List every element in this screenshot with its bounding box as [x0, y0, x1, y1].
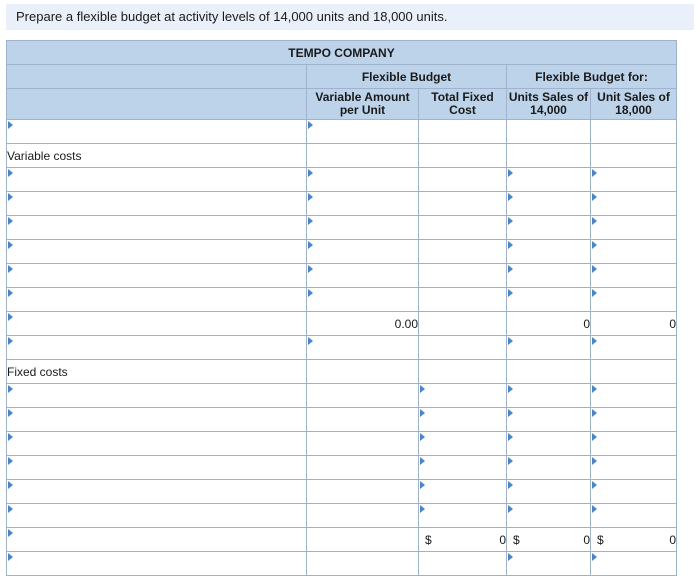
units-14000-input[interactable] — [507, 504, 591, 528]
fixed-cost-label-input[interactable] — [7, 504, 307, 528]
column-header-row — [7, 89, 677, 120]
company-name: TEMPO COMPANY — [7, 41, 677, 65]
fixed-cost-label-input[interactable] — [7, 408, 307, 432]
units-18000-input[interactable] — [591, 336, 677, 360]
units-14000-input[interactable] — [507, 216, 591, 240]
variable-costs-label: Variable costs — [7, 144, 307, 168]
fixed-cost-row — [7, 504, 677, 528]
company-row — [7, 41, 677, 65]
currency-symbol: $ — [597, 532, 604, 547]
fixed-total-14000-value: 0 — [583, 532, 590, 547]
variable-cost-label-input[interactable] — [7, 288, 307, 312]
variable-total-18000: 0 — [591, 312, 677, 336]
units-18000-input[interactable] — [591, 192, 677, 216]
fixed-cost-row — [7, 432, 677, 456]
fixed-cost-label-input[interactable] — [7, 456, 307, 480]
col-total-fixed-cost: Total Fixed Cost — [419, 89, 507, 120]
fixed-cost-row — [7, 384, 677, 408]
variable-cost-label-input[interactable] — [7, 216, 307, 240]
fixed-cost-label-input[interactable] — [7, 432, 307, 456]
net-income-14000-input[interactable] — [507, 552, 591, 576]
sales-row — [7, 120, 677, 144]
variable-amount-input[interactable] — [307, 168, 419, 192]
units-18000-input[interactable] — [591, 120, 677, 144]
contribution-row — [7, 336, 677, 360]
variable-total-14000: 0 — [507, 312, 591, 336]
variable-amount-input[interactable] — [307, 288, 419, 312]
variable-costs-section-row — [7, 144, 677, 168]
units-18000-input[interactable] — [591, 216, 677, 240]
units-18000-input[interactable] — [591, 168, 677, 192]
net-income-18000-input[interactable] — [591, 552, 677, 576]
variable-amount-input[interactable] — [307, 192, 419, 216]
contribution-amount-input[interactable] — [307, 336, 419, 360]
variable-cost-label-input[interactable] — [7, 168, 307, 192]
variable-total-amount: 0.00 — [307, 312, 419, 336]
fixed-cost-row — [7, 456, 677, 480]
variable-amount-input[interactable] — [307, 216, 419, 240]
col-units-18000: Unit Sales of 18,000 — [591, 89, 677, 120]
fixed-total-18000 — [591, 528, 677, 552]
units-14000-input[interactable] — [507, 288, 591, 312]
col-variable-amount: Variable Amount per Unit — [307, 89, 419, 120]
units-18000-input[interactable] — [591, 384, 677, 408]
variable-cost-row — [7, 168, 677, 192]
flexible-budget-heading: Flexible Budget — [307, 65, 507, 89]
fixed-cost-input[interactable] — [419, 432, 507, 456]
variable-cost-label-input[interactable] — [7, 264, 307, 288]
units-14000-input[interactable] — [507, 384, 591, 408]
units-14000-input[interactable] — [507, 432, 591, 456]
units-14000-input[interactable] — [507, 480, 591, 504]
fixed-total-value: 0 — [499, 532, 506, 547]
fixed-cost-input[interactable] — [419, 480, 507, 504]
fixed-costs-label: Fixed costs — [7, 360, 307, 384]
units-14000-input[interactable] — [507, 168, 591, 192]
contribution-label-input[interactable] — [7, 336, 307, 360]
variable-amount-input[interactable] — [307, 264, 419, 288]
fixed-cost-input[interactable] — [419, 384, 507, 408]
variable-cost-row — [7, 288, 677, 312]
net-income-label-input[interactable] — [7, 552, 307, 576]
units-18000-input[interactable] — [591, 504, 677, 528]
fixed-cost-row — [7, 480, 677, 504]
units-18000-input[interactable] — [591, 240, 677, 264]
units-14000-input[interactable] — [507, 240, 591, 264]
units-18000-input[interactable] — [591, 408, 677, 432]
fixed-total-row — [7, 528, 677, 552]
variable-cost-row — [7, 240, 677, 264]
variable-cost-label-input[interactable] — [7, 240, 307, 264]
net-income-row — [7, 552, 677, 576]
variable-cost-row — [7, 264, 677, 288]
fixed-total-cost — [419, 528, 507, 552]
units-18000-input[interactable] — [591, 288, 677, 312]
units-14000-input[interactable] — [507, 264, 591, 288]
fixed-cost-input[interactable] — [419, 456, 507, 480]
budget-table — [6, 40, 677, 576]
units-14000-input[interactable] — [507, 456, 591, 480]
units-14000-input[interactable] — [507, 408, 591, 432]
variable-cost-label-input[interactable] — [7, 192, 307, 216]
units-18000-input[interactable] — [591, 432, 677, 456]
units-14000-input[interactable] — [507, 192, 591, 216]
variable-cost-row — [7, 216, 677, 240]
units-18000-input[interactable] — [591, 456, 677, 480]
fixed-total-label-input[interactable] — [7, 528, 307, 552]
col-units-14000: Units Sales of 14,000 — [507, 89, 591, 120]
fixed-cost-input[interactable] — [419, 504, 507, 528]
fixed-total-18000-value: 0 — [669, 532, 677, 547]
currency-symbol: $ — [513, 532, 520, 547]
variable-cost-row — [7, 192, 677, 216]
units-14000-input[interactable] — [507, 120, 591, 144]
instruction-text: Prepare a flexible budget at activity levels of 14,000 units and 18,000 units. — [6, 4, 694, 30]
variable-total-label-input[interactable] — [7, 312, 307, 336]
variable-total-row — [7, 312, 677, 336]
fixed-cost-input[interactable] — [419, 408, 507, 432]
fixed-total-14000 — [507, 528, 591, 552]
fixed-cost-row — [7, 408, 677, 432]
currency-symbol: $ — [425, 532, 432, 547]
label-input[interactable] — [7, 120, 307, 144]
fixed-cost-label-input[interactable] — [7, 480, 307, 504]
flexible-budget-for-heading: Flexible Budget for: — [507, 65, 677, 89]
units-18000-input[interactable] — [591, 480, 677, 504]
units-18000-input[interactable] — [591, 264, 677, 288]
variable-amount-input[interactable] — [307, 240, 419, 264]
units-14000-input[interactable] — [507, 336, 591, 360]
budget-group-row — [7, 65, 677, 89]
flexible-budget-worksheet — [6, 40, 676, 556]
fixed-costs-section-row — [7, 360, 677, 384]
variable-amount-input[interactable] — [307, 120, 419, 144]
fixed-cost-label-input[interactable] — [7, 384, 307, 408]
